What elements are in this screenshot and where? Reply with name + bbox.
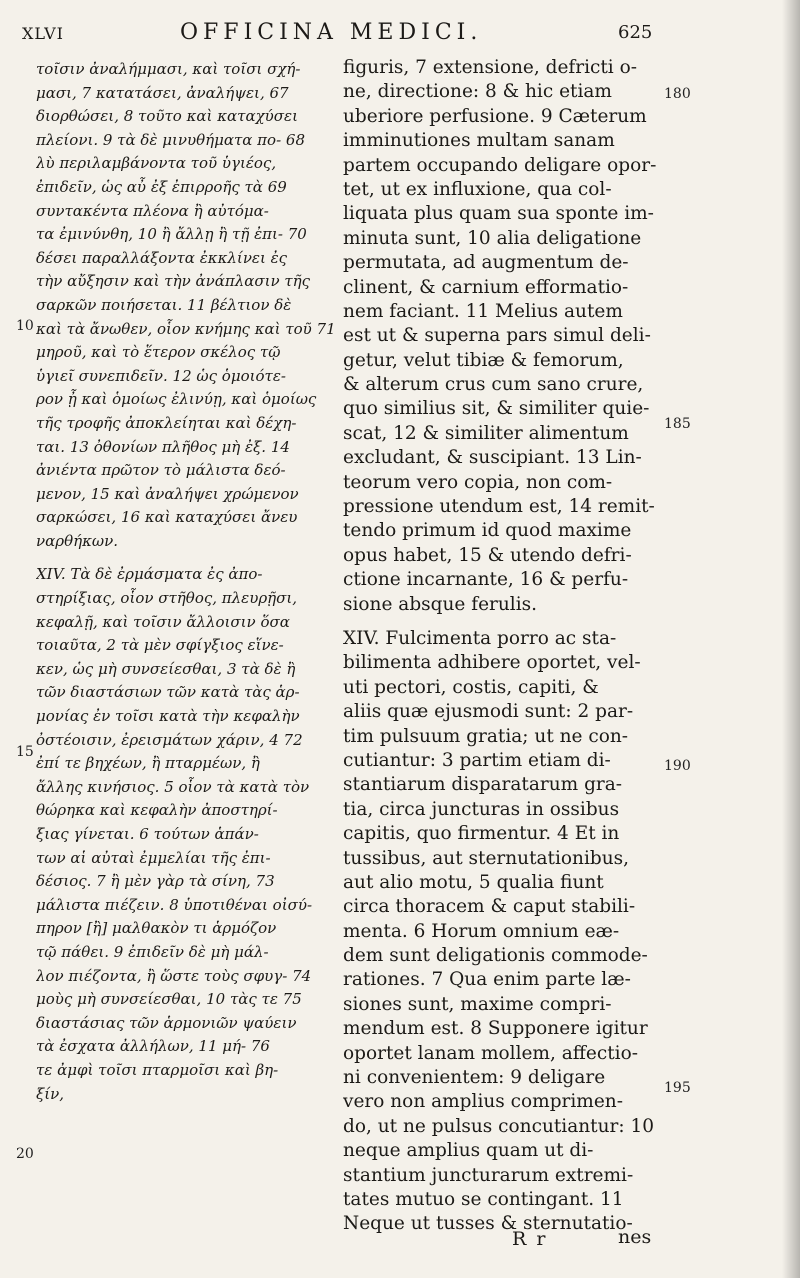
greek-line: ἐπί τε βηχέων, ἢ πταρμέων, ἢ bbox=[36, 754, 260, 773]
latin-line: aut alio motu, 5 qualia fiunt bbox=[343, 871, 604, 893]
latin-line: minuta sunt, 10 alia deligatione bbox=[343, 227, 642, 249]
greek-line: πηρον [ἢ] μαλθακὸν τι ἁρμόζον bbox=[36, 919, 277, 938]
greek-line: δέσιος. 7 ἢ μὲν γὰρ τὰ σίνη, 73 bbox=[36, 872, 275, 891]
latin-line: menta. 6 Horum omnium eæ- bbox=[343, 920, 620, 942]
latin-line: est ut & superna pars simul deli- bbox=[343, 325, 651, 347]
line-number-190: 190 bbox=[664, 758, 691, 774]
greek-line: ναρθήκων. bbox=[36, 531, 119, 550]
latin-line: do, ut ne pulsus concutiantur: 10 bbox=[343, 1115, 655, 1137]
latin-line: getur, velut tibiæ & femorum, bbox=[343, 349, 624, 371]
greek-line: θώρηκα καὶ κεφαλὴν ἀποστηρί- bbox=[36, 801, 278, 820]
greek-text-column bbox=[36, 58, 336, 1106]
greek-line: τῷ πάθει. 9 ἐπιδεῖν δὲ μὴ μάλ- bbox=[36, 942, 269, 961]
catchword: nes bbox=[618, 1226, 652, 1248]
latin-line: siones sunt, maxime compri- bbox=[343, 993, 612, 1015]
latin-line: tia, circa juncturas in ossibus bbox=[343, 798, 620, 820]
greek-line: των αἱ αὐταὶ ἐμμελίαι τῆς ἐπι- bbox=[36, 848, 271, 867]
latin-line: ni convenientem: 9 deligare bbox=[343, 1067, 606, 1089]
latin-line: tet, ut ex influxione, qua col- bbox=[343, 178, 612, 200]
latin-line: teorum vero copia, non com- bbox=[343, 471, 613, 493]
latin-line: figuris, 7 extensione, defricti o- bbox=[343, 57, 637, 78]
greek-line: τῶν διαστάσιων τῶν κατὰ τὰς ἁρ- bbox=[36, 683, 300, 702]
latin-line: & alterum crus cum sano crure, bbox=[343, 374, 644, 396]
latin-line: tates mutuo se contingant. 11 bbox=[343, 1188, 624, 1210]
latin-line: imminutiones multam sanam bbox=[343, 130, 615, 152]
greek-line: τε ἀμφὶ τοῖσι πταρμοῖσι καὶ βη- bbox=[36, 1060, 279, 1079]
greek-line: ὀστέοισιν, ἐρεισμάτων χάριν, 4 72 bbox=[36, 730, 303, 749]
latin-line: ctione incarnante, 16 & perfu- bbox=[343, 569, 629, 591]
latin-line: neque amplius quam ut di- bbox=[343, 1140, 594, 1162]
latin-line: XIV. Fulcimenta porro ac sta- bbox=[343, 627, 617, 649]
running-header bbox=[0, 20, 800, 50]
latin-line: clinent, & carnium efformatio- bbox=[343, 276, 629, 298]
greek-line: τὰ ἐσχατα ἀλλήλων, 11 μή- 76 bbox=[36, 1037, 270, 1056]
greek-line: ξιας γίνεται. 6 τούτων ἁπάν- bbox=[36, 825, 259, 843]
greek-line: στηρίξιας, οἷον στῆθος, πλευρῇσι, bbox=[36, 589, 298, 608]
latin-line: stantium juncturarum extremi- bbox=[343, 1164, 634, 1186]
greek-line: συντακέντα πλέονα ἢ αὐτόμα- bbox=[36, 201, 269, 220]
latin-line: bilimenta adhibere oportet, vel- bbox=[343, 652, 641, 674]
signature-mark: R r bbox=[512, 1228, 548, 1250]
header-signature-code: XLVI bbox=[22, 24, 64, 43]
latin-line: uti pectori, costis, capiti, & bbox=[343, 676, 599, 698]
greek-line: μηροῦ, καὶ τὸ ἕτερον σκέλος τῷ bbox=[36, 343, 281, 362]
greek-line: ἀνιέντα πρῶτον τὸ μάλιστα δεό- bbox=[36, 461, 286, 480]
greek-line: μασι, 7 κατατάσει, ἀναλήψει, 67 bbox=[36, 83, 289, 102]
latin-line: sione absque ferulis. bbox=[343, 593, 538, 615]
latin-line: Neque ut tusses & sternutatio- bbox=[343, 1213, 633, 1235]
line-number-180: 180 bbox=[664, 86, 691, 102]
greek-line: σαρκώσει, 16 καὶ καταχύσει ἄνευ bbox=[36, 508, 298, 527]
latin-line: tussibus, aut sternutationibus, bbox=[343, 847, 629, 869]
greek-line: κεφαλῇ, καὶ τοῖσιν ἄλλοισιν ὅσα bbox=[36, 612, 290, 631]
latin-line: vero non amplius comprimen- bbox=[343, 1091, 623, 1113]
latin-line: oportet lanam mollem, affectio- bbox=[343, 1042, 638, 1064]
greek-line: τῆς τροφῆς ἀποκλείηται καὶ δέχη- bbox=[36, 413, 297, 432]
line-number-10: 10 bbox=[16, 318, 34, 334]
greek-line: τὴν αὔξησιν καὶ τὴν ἀνάπλασιν τῆς bbox=[36, 272, 311, 291]
greek-line: ὑγιεῖ συνεπιδεῖν. 12 ὡς ὁμοιότε- bbox=[36, 366, 286, 385]
line-number-15: 15 bbox=[16, 744, 34, 760]
greek-line: ται. 13 ὀθονίων πλῆθος μὴ ἐξ. 14 bbox=[36, 437, 290, 456]
greek-line: ἄλλης κινήσιος. 5 οἷον τὰ κατὰ τὸν bbox=[36, 777, 310, 796]
latin-line: circa thoracem & caput stabili- bbox=[343, 896, 636, 918]
greek-line: διαστάσιας τῶν ἁρμονιῶν ψαύειν bbox=[36, 1013, 297, 1032]
greek-line: πλείονι. 9 τὰ δὲ μινυθήματα πο- 68 bbox=[36, 130, 305, 149]
greek-line: τοῖσιν ἀναλήμμασι, καὶ τοῖσι σχή- bbox=[36, 60, 301, 78]
latin-line: quo similius sit, & similiter quie- bbox=[343, 398, 650, 420]
latin-line: stantiarum disparatarum gra- bbox=[343, 774, 623, 796]
latin-line: aliis quæ ejusmodi sunt: 2 par- bbox=[343, 701, 634, 723]
latin-line: ne, directione: 8 & hic etiam bbox=[343, 81, 612, 103]
latin-line: tendo primum id quod maxime bbox=[343, 520, 632, 542]
latin-line: dem sunt deligationis commode- bbox=[343, 945, 648, 967]
greek-line: μάλιστα πιέζειν. 8 ὑποτιθέναι οἰσύ- bbox=[36, 895, 313, 914]
latin-line: capitis, quo firmentur. 4 Et in bbox=[343, 823, 620, 845]
greek-line: μονίας ἐν τοῖσι κατὰ τὴν κεφαλὴν bbox=[36, 707, 300, 726]
greek-line: XIV. Τὰ δὲ ἐρμάσματα ἐς ἀπο- bbox=[36, 565, 263, 584]
greek-line: λὺ περιλαμβάνοντα τοῦ ὑγιέος, bbox=[36, 154, 277, 173]
greek-line: ρον ᾖ καὶ ὁμοίως ἐλινύῃ, καὶ ὁμοίως bbox=[36, 390, 317, 409]
greek-line: ξίν, bbox=[36, 1084, 65, 1103]
greek-line: λον πιέζοντα, ἢ ὥστε τοὺς σφυγ- 74 bbox=[36, 966, 312, 985]
greek-line: τα ἐμινύνθη, 10 ἢ ἄλλῃ ἢ τῇ ἐπι- 70 bbox=[36, 225, 307, 244]
greek-line: κεν, ὡς μὴ συνσείεσθαι, 3 τὰ δὲ ἢ bbox=[36, 659, 296, 678]
header-title: OFFICINA MEDICI. bbox=[180, 20, 483, 45]
latin-line: rationes. 7 Qua enim parte læ- bbox=[343, 969, 631, 991]
line-number-185: 185 bbox=[664, 416, 691, 432]
greek-line: σαρκῶν ποιήσεται. 11 βέλτιον δὲ bbox=[36, 295, 292, 314]
greek-line: διορθώσει, 8 τοῦτο καὶ καταχύσει bbox=[36, 107, 298, 126]
greek-line: μενον, 15 καὶ ἀναλήψει χρώμενον bbox=[36, 484, 299, 503]
latin-line: excludant, & suscipiant. 13 Lin- bbox=[343, 447, 642, 469]
latin-text-column bbox=[343, 56, 673, 1237]
latin-line: pressione utendum est, 14 remit- bbox=[343, 496, 655, 518]
greek-line: ἐπιδεῖν, ὡς αὖ ἐξ ἐπιρροῆς τὰ 69 bbox=[36, 177, 287, 196]
latin-line: uberiore perfusione. 9 Cæterum bbox=[343, 105, 647, 127]
latin-line: partem occupando deligare opor- bbox=[343, 154, 657, 176]
latin-line: nem faciant. 11 Melius autem bbox=[343, 300, 623, 322]
line-number-20: 20 bbox=[16, 1146, 34, 1162]
latin-line: permutata, ad augmentum de- bbox=[343, 252, 629, 274]
greek-line: δέσει παραλλάξοντα ἐκκλίνει ἐς bbox=[36, 248, 288, 267]
latin-line: liquata plus quam sua sponte im- bbox=[343, 203, 654, 225]
greek-line: τοιαῦτα, 2 τὰ μὲν σφίγξιος εἵνε- bbox=[36, 636, 284, 655]
latin-line: mendum est. 8 Supponere igitur bbox=[343, 1018, 648, 1040]
greek-line: μοὺς μὴ συνσείεσθαι, 10 τὰς τε 75 bbox=[36, 990, 302, 1009]
latin-line: tim pulsuum gratia; ut ne con- bbox=[343, 725, 629, 747]
greek-line: καὶ τὰ ἄνωθεν, οἷον κνήμης καὶ τοῦ 71 bbox=[36, 319, 336, 338]
latin-line: scat, 12 & similiter alimentum bbox=[343, 422, 629, 444]
page-number: 625 bbox=[618, 22, 653, 43]
latin-line: cutiantur: 3 partim etiam di- bbox=[343, 749, 611, 771]
line-number-195: 195 bbox=[664, 1080, 691, 1096]
latin-line: opus habet, 15 & utendo defri- bbox=[343, 544, 632, 566]
